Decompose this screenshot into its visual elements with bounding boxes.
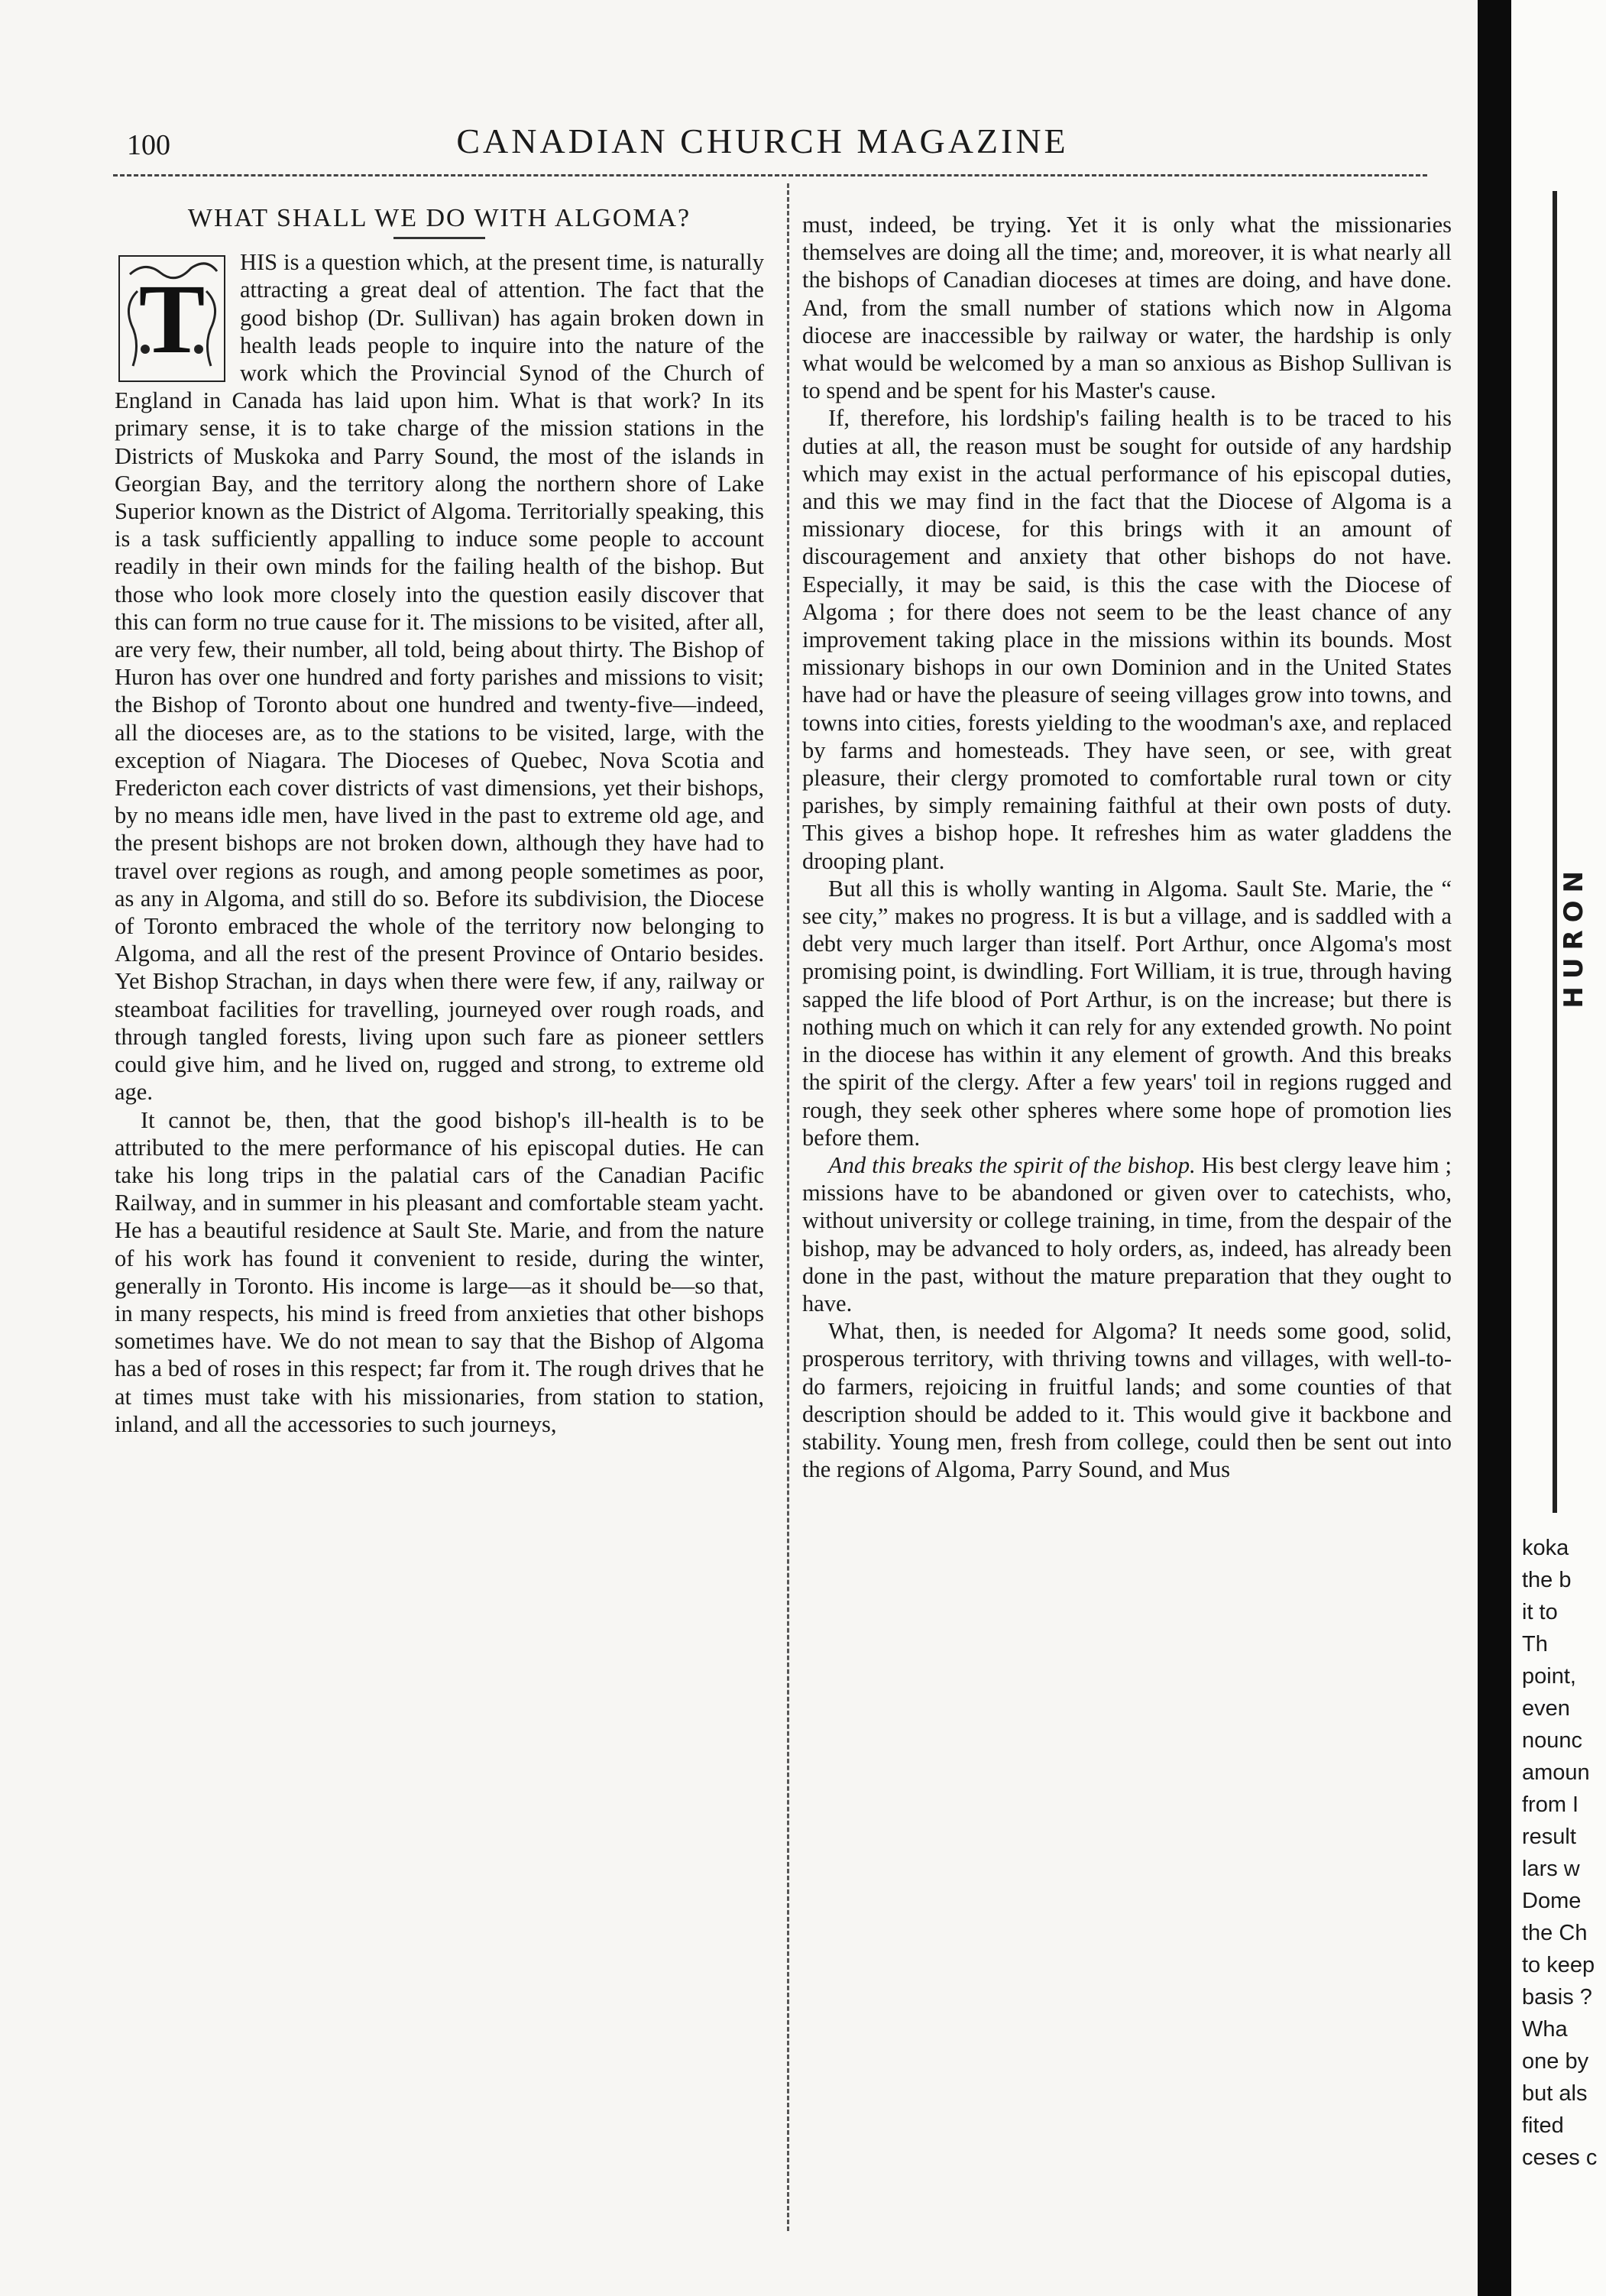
magazine-title: CANADIAN CHURCH MAGAZINE: [456, 121, 1069, 160]
adjacent-page-edge: [1478, 0, 1606, 2296]
paragraph: If, therefore, his lordship's failing health is to be traced to his duties at all, the reason must be sought for outside of any hardship which may exist in the actual performance of his episcopal duties, and this we may find in the fact that the Diocese of Algoma is a missionary diocese, for this brings with it an amount of discouragement and anxiety that other bishops do not have. Especially, it may be said, is this the case with the Diocese of Algoma ; for there does not seem to be the least chance of any improvement taking place in the missions within its bounds. Most missionary bishops in our own Dominion and in the United States have had or have the pleasure of seeing villages grow into towns, and towns into cities, forests yielding to the woodman's axe, and replaced by farms and homesteads. They have seen, or see, with great pleasure, their clergy promoted to comfortable rural town or city parishes, by simply remaining faithful at their own posts of duty. This gives a bishop hope. It refreshes him as water gladdens the drooping plant.: [802, 405, 1452, 874]
dropcap-letter: T: [138, 264, 206, 375]
dropcap-ornament-icon: [115, 251, 229, 386]
fragment: ceses c: [1522, 2145, 1598, 2170]
fragment: nounc: [1522, 1728, 1583, 1753]
page-header: [113, 121, 1412, 174]
article-title: WHAT SHALL WE DO WITH ALGOMA?: [187, 204, 691, 232]
article-column-right: [802, 211, 1452, 1483]
fragment: Th: [1522, 1632, 1548, 1656]
fragment: it to: [1522, 1600, 1558, 1624]
header-rule: [113, 174, 1427, 176]
fragment: the b: [1522, 1568, 1572, 1592]
fragment: Dome: [1522, 1889, 1582, 1913]
fragment: fited: [1522, 2113, 1564, 2138]
fragment: from I: [1522, 1792, 1579, 1817]
paragraph: What, then, is needed for Algoma? It needs some good, solid, prosperous territory, with thriving towns and villages, with well-to-do farmers, rejoicing in fruitful lands; and some counties of that description should be added to it. This would give it backbone and stability. Young men, fresh from college, could then be sent out into the regions of Algoma, Parry Sound, and Mus: [802, 1318, 1452, 1483]
page-number: 100: [127, 129, 170, 161]
fragment: but als: [1522, 2081, 1588, 2106]
fragment: point,: [1522, 1664, 1576, 1689]
fragment: the Ch: [1522, 1921, 1588, 1945]
column-divider: [787, 183, 789, 2231]
article-column-left: [115, 205, 764, 1438]
fragment: Wha: [1522, 2017, 1568, 2042]
ornamental-dropcap: [115, 251, 229, 386]
paragraph-text: His best clergy leave him ; missions have to be abandoned or given over to catechists, who, without university or college training, in time, from the despair of the bishop, may be advanced to holy orders, as, indeed, has already been done in the past, without the mature preparation that they ought to have.: [802, 1151, 1452, 1316]
map-label: HURON: [1559, 863, 1589, 1009]
paragraph: [802, 1151, 1452, 1317]
paragraph: But all this is wholly wanting in Algoma. Sault Ste. Marie, the “ see city,” makes no progress. It is but a village, and is saddled with a debt very much larger than itself. Port Arthur, once Algoma's most promising point, is dwindling. Fort William, it is true, through having sapped the life blood of Port Arthur, is on the increase; but there is nothing much on which it can rely for any extended growth. No point in the diocese has within it any element of growth. And this breaks the spirit of the clergy. After a few years' toil in regions rugged and rough, they seek other spheres where some hope of promotion lies before them.: [802, 875, 1452, 1151]
fragment: even: [1522, 1696, 1570, 1721]
adjacent-text-fragments: [1522, 1532, 1597, 2174]
fragment: basis ?: [1522, 1985, 1592, 2009]
title-dash: [393, 237, 485, 239]
fragment: lars w: [1522, 1857, 1580, 1881]
fragment: one by: [1522, 2049, 1589, 2074]
italic-emphasis: And this breaks the spirit of the bishop.: [828, 1151, 1196, 1178]
paragraph: It cannot be, then, that the good bishop's ill-health is to be attributed to the mere performance of his episcopal duties. He can take his long trips in the palatial cars of the Canadian Pacific Railway, and in summer in his pleasant and comfortable steam yacht. He has a beautiful residence at Sault Ste. Marie, and from the nature of his work has found it convenient to reside, during the winter, generally in Toronto. His income is large—as it should be—so that, in many respects, his mind is freed from anxieties that other bishops sometimes have. We do not mean to say that the Bishop of Algoma has a bed of roses in this respect; far from it. The rough drives that he at times must take with his missionaries, from station to station, inland, and all the accessories to such journeys,: [115, 1106, 764, 1437]
binding-shadow: [1478, 0, 1511, 2296]
paragraph: HIS is a question which, at the present time, is naturally attracting a great deal of attention. The fact that the good bishop (Dr. Sullivan) has again broken down in health leads people to inquire into the nature of the work which the Provincial Synod of the Church of England in Canada has laid upon him. What is that work? In its primary sense, it is to take charge of the mission stations in the Districts of Muskoka and Parry Sound, the most of the islands in Georgian Bay, and the territory along the northern shore of Lake Superior known as the District of Algoma. Territorially speaking, this is a task sufficiently appalling to induce some people to account readily in their own minds for the failing health of the bishop. But those who look more closely into the question easily discover that this can form no true cause for it. The missions to be visited, after all, are very few, their number, all told, being about thirty. The Bishop of Huron has over one hundred and forty parishes and missions to visit; the Bishop of Toronto about one hundred and twenty-five—indeed, all the dioceses are, as to the stations to be visited, large, with the exception of Niagara. The Dioceses of Quebec, Nova Scotia and Fredericton each cover districts of vast dimensions, yet their bishops, by no means idle men, have lived in the past to extreme old age, and the present bishops are not broken down, although they have had to travel over regions as rough, and among people sometimes as poor, as any in Algoma, and still do so. Before its subdivision, the Diocese of Toronto embraced the whole of the territory now belonging to Algoma, and all the rest of the present Province of Ontario besides. Yet Bishop Strachan, in days when there were few, if any, railway or steamboat facilities for travelling, journeyed over rough roads, and through tangled forests, living upon such fare as pioneer settlers could give him, and he lived on, rugged and strong, to extreme old age.: [115, 249, 764, 1106]
fragment: koka: [1522, 1536, 1569, 1560]
fragment: to keep: [1522, 1953, 1595, 1977]
fragment: result: [1522, 1825, 1576, 1849]
map-frame: [1553, 191, 1606, 1513]
paragraph: must, indeed, be trying. Yet it is only what the missionaries themselves are doing all the time; and, moreover, it is what nearly all the bishops of Canadian dioceses at times are doing, and have done. And, from the small number of stations which now in Algoma diocese are inaccessible by railway or water, the hardship is only what would be welcomed by a man so anxious as Bishop Sullivan is to spend and be spent for his Master's cause.: [802, 212, 1452, 404]
fragment: amoun: [1522, 1760, 1590, 1785]
